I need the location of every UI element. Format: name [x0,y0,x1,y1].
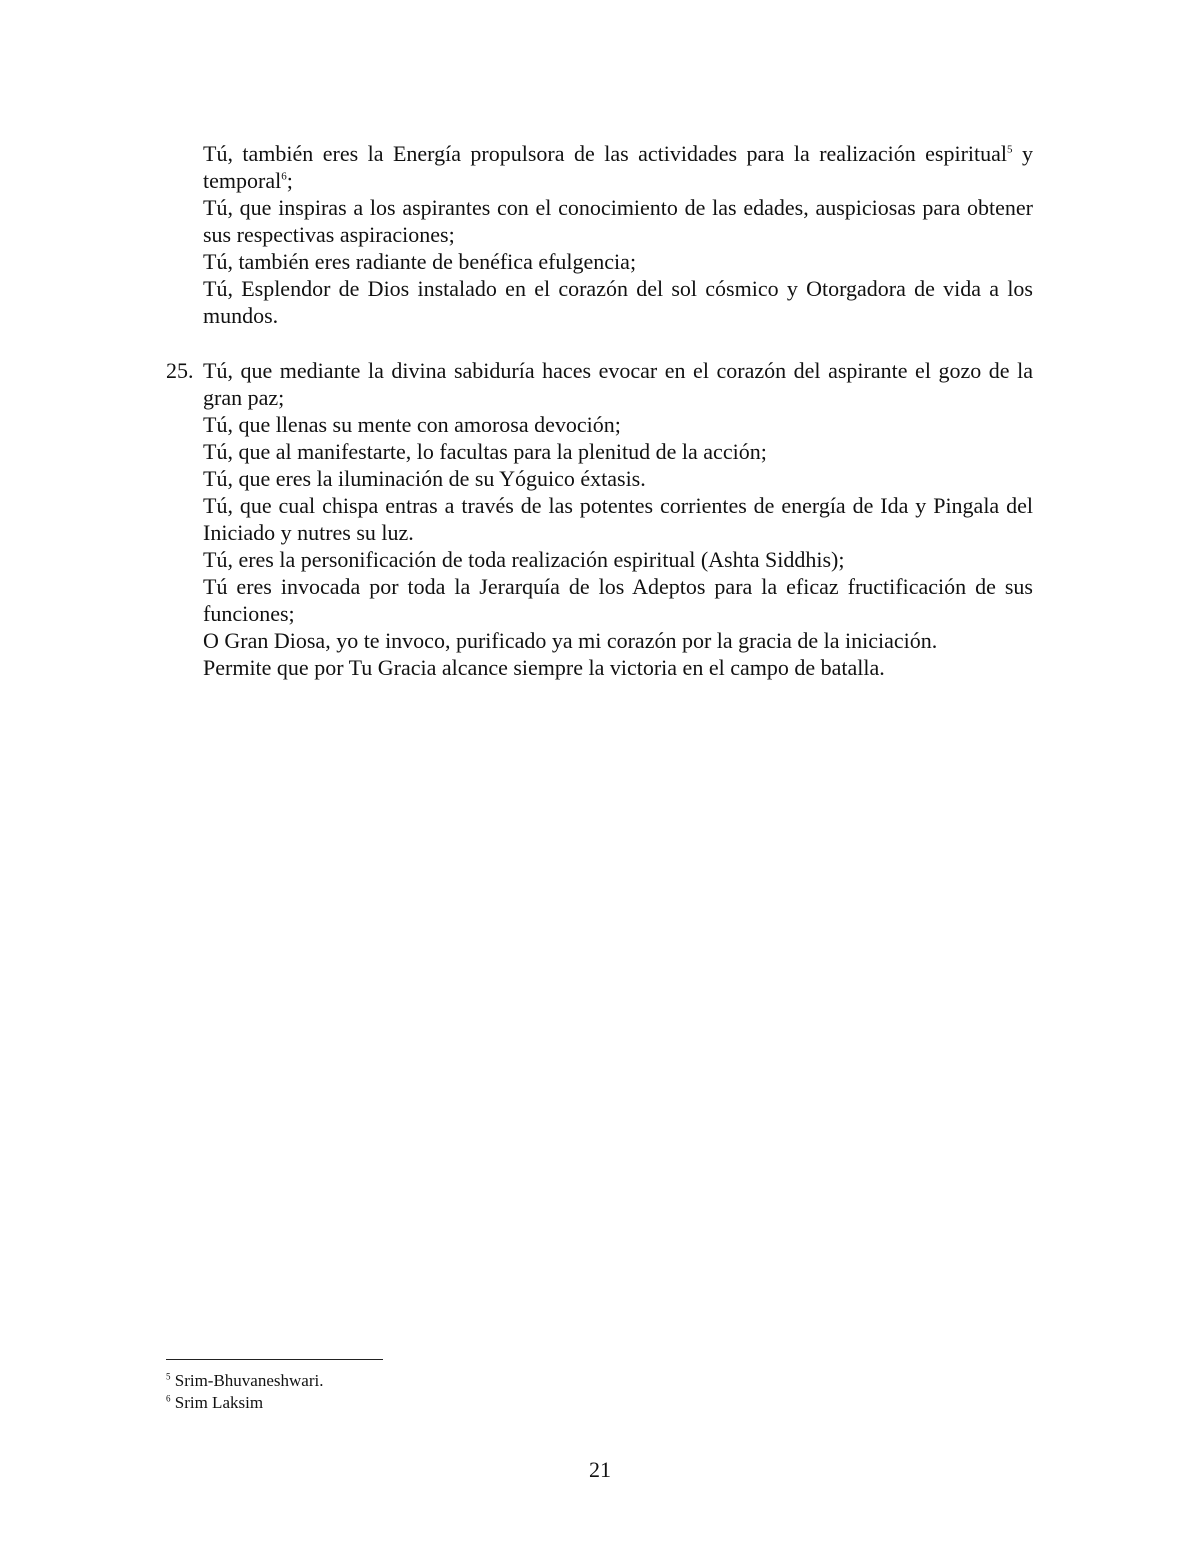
verse-continuation [203,140,1033,329]
item-number: 25. [166,358,194,383]
verse-line: Tú, que inspiras a los aspirantes con el conocimiento de las edades, auspiciosas para obtener sus respectivas aspiraciones; [203,195,1033,247]
page-number: 21 [589,1457,611,1482]
verse-line: Tú, que cual chispa entras a través de las potentes corrientes de energía de Ida y Pingala del Iniciado y nutres su luz. [203,493,1033,545]
verse-line: Tú, eres la personificación de toda realización espiritual (Ashta Siddhis); [203,547,845,572]
footnote-ref: 6 [281,170,287,183]
footnote [166,1392,766,1414]
verse-line: Tú, también eres radiante de benéfica efulgencia; [203,249,637,274]
verse-line: Tú, que llenas su mente con amorosa devoción; [203,412,621,437]
verse-line: Tú, que mediante la divina sabiduría haces evocar en el corazón del aspirante el gozo de la gran paz; [203,358,1033,410]
footnote [166,1370,766,1392]
verse-line [203,140,1033,194]
verse-item-25 [203,357,1033,681]
footnote-divider [166,1359,383,1360]
verse-line: Tú, Esplendor de Dios instalado en el corazón del sol cósmico y Otorgadora de vida a los mundos. [203,276,1033,328]
verse-line: Permite que por Tu Gracia alcance siempre la victoria en el campo de batalla. [203,655,885,680]
verse-line: Tú, que al manifestarte, lo facultas para la plenitud de la acción; [203,439,767,464]
footnote-text: Srim Laksim [174,1393,264,1412]
footnote-ref: 5 [1007,143,1013,156]
verse-line: O Gran Diosa, yo te invoco, purificado ya mi corazón por la gracia de la iniciación. [203,628,938,653]
verse-line-punctuation: ; [286,168,293,193]
footnote-number: 5 [166,1371,171,1382]
verse-line-text: Tú, también eres la Energía propulsora de las actividades para la realización espiritual [203,141,1008,166]
footnotes [166,1370,766,1414]
verse-line: Tú eres invocada por toda la Jerarquía de los Adeptos para la eficaz fructificación de sus funciones; [203,574,1033,626]
verse-line-text: y temporal [203,141,1033,193]
footnote-text: Srim-Bhuvaneshwari. [174,1371,324,1390]
verse-line: Tú, que eres la iluminación de su Yóguico éxtasis. [203,466,646,491]
footnote-number: 6 [166,1393,171,1404]
